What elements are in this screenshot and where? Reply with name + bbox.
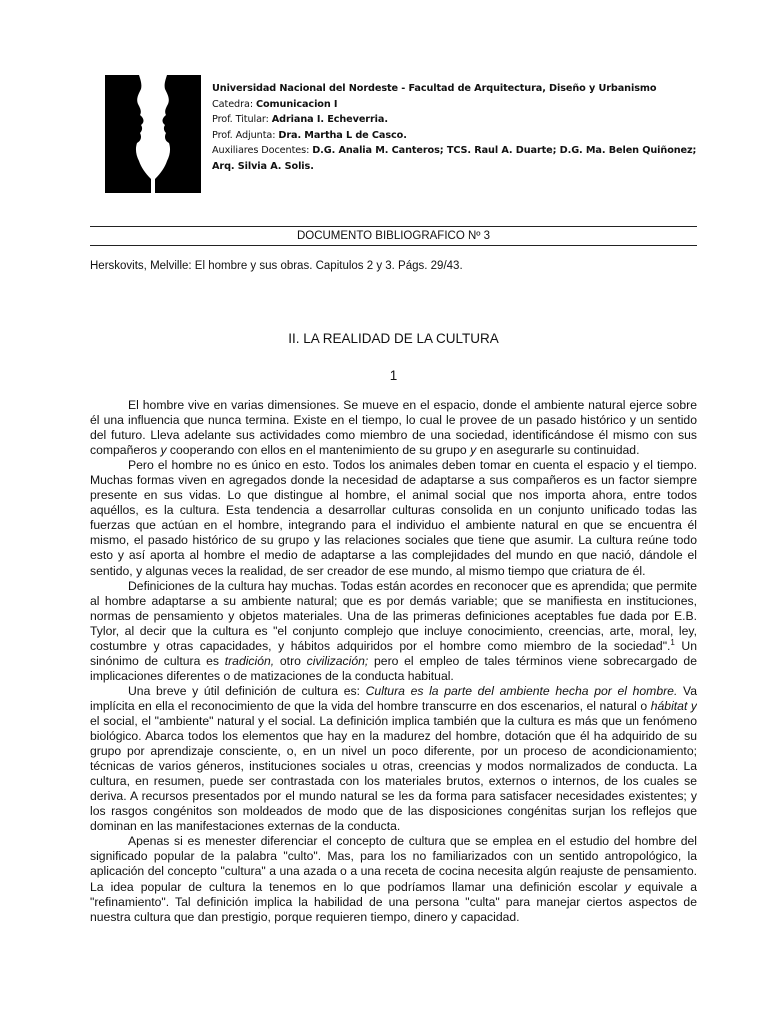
prof-titular-label: Prof. Titular: bbox=[212, 114, 272, 126]
bibliographic-reference: Herskovits, Melville: El hombre y sus obras. Capitulos 2 y 3. Págs. 29/43. bbox=[90, 260, 463, 272]
catedra-label: Catedra: bbox=[212, 98, 256, 110]
institution-name: Universidad Nacional del Nordeste - Facultad de Arquitectura, Diseño y Urbanismo bbox=[212, 83, 657, 94]
top-divider bbox=[90, 226, 697, 227]
auxiliares-value: D.G. Analia M. Canteros; TCS. Raul A. Duarte; D.G. Ma. Belen Quiñonez; bbox=[312, 145, 697, 157]
title-divider bbox=[90, 245, 697, 246]
paragraph: Definiciones de la cultura hay muchas. Todas están acordes en reconocer que es aprendida; que permite al hombre adaptarse a su ambiente natural; que es por demás variable; que se manifiesta en instituciones, normas de pensamiento y objetos materiales. Una de las primeras definiciones aceptables fue dada por E.B. Tylor, al decir que la cultura es "el conjunto complejo que incluye conocimiento, creencias, arte, moral, ley, costumbre y otras capacidades, y hábitos adquiridos por el hombre como miembro de la sociedad".$^1$ Un sinónimo de cultura es tradición, otro civilización; pero el empleo de tales términos viene sobrecargado de implicaciones diferentes o de matizaciones de la conducta habitual. bbox=[90, 578, 697, 683]
auxiliares-value-cont: Arq. Silvia A. Solis. bbox=[212, 160, 314, 172]
faces-vase-silhouette-icon bbox=[105, 75, 201, 193]
auxiliares-line bbox=[212, 143, 732, 159]
prof-titular-value: Adriana I. Echeverria. bbox=[271, 114, 388, 126]
prof-adjunta-line bbox=[212, 128, 732, 144]
prof-adjunta-value: Dra. Martha L de Casco. bbox=[278, 129, 407, 141]
document-header bbox=[105, 75, 705, 193]
auxiliares-line-cont bbox=[212, 159, 732, 175]
chapter-title: II. LA REALIDAD DE LA CULTURA bbox=[288, 331, 499, 346]
body-text bbox=[90, 398, 697, 1018]
auxiliares-label: Auxiliares Docentes: bbox=[212, 145, 313, 157]
document-title: DOCUMENTO BIBLIOGRAFICO Nº 3 bbox=[296, 230, 491, 242]
catedra-value: Comunicacion I bbox=[255, 98, 338, 110]
paragraph: Pero el hombre no es único en esto. Todos los animales deben tomar en cuenta el espacio y el tiempo. Muchas formas viven en agregados donde la necesidad de adaptarse a sus compañeros es un factor siempre presente en sus vidas. Lo que distingue al hombre, el animal social que nos importa ahora, entre todos aquéllos, es la cultura. Esta tendencia a desarrollar culturas consolida en un conjunto unificado todas las fuerzas que actúan en el hombre, integrando para el individuo el ambiente natural en que se encuentra él mismo, el pasado histórico de su grupo y las relaciones sociales que tiene que asumir. La cultura reúne todo esto y así aporta al hombre el medio de adaptarse a las complejidades del mundo en que nació, dándole el sentido, y algunas veces la realidad, de ser creador de ese mundo, al mismo tiempo que criatura de él. bbox=[90, 458, 697, 578]
institution-info bbox=[212, 81, 732, 175]
paragraph: Una breve y útil definición de cultura es: Cultura es la parte del ambiente hecha por el hombre. Va implícita en ella el reconocimiento de que la vida del hombre transcurre en dos escenarios, el natural o hábitat y el social, el "ambiente" natural y el social. La definición implica también que la cultura es más que un fenómeno biológico. Abarca todos los elementos que hay en la madurez del hombre, dotación que él ha adquirido de su grupo por aprendizaje consciente, o, en un nivel un poco diferente, por un proceso de acondicionamiento; técnicas de varios géneros, instituciones sociales u otras, creencias y modos normalizados de conducta. La cultura, en resumen, puede ser contrastada con los materiales brutos, externos o internos, de los cuales se deriva. A recursos presentados por el mundo natural se les da forma para satisfacer necesidades existentes; y los rasgos congénitos son moldeados de modo que de las disposiciones congénitas surjan los reflejos que dominan en las manifestaciones externas de la conducta. bbox=[90, 683, 697, 834]
catedra-line bbox=[212, 97, 732, 113]
institution-line bbox=[212, 81, 732, 97]
section-number: 1 bbox=[389, 368, 398, 383]
paragraph: Apenas si es menester diferenciar el concepto de cultura que se emplea en el estudio del hombre del significado popular de la palabra "culto". Mas, para los no familiarizados con un sentido antropológico, la aplicación del concepto "cultura" a una azada o a una receta de cocina necesita algún reajuste de pensamiento. La idea popular de cultura la tenemos en lo que podríamos llamar una definición escolar y equivale a "refinamiento". Tal definición implica la habilidad de una persona "culta" para manejar ciertos aspectos de nuestra cultura que dan prestigio, porque requieren tiempo, dinero y capacidad. bbox=[90, 834, 697, 924]
paragraph: El hombre vive en varias dimensiones. Se mueve en el espacio, donde el ambiente natural ejerce sobre él una influencia que nunca termina. Existe en el tiempo, lo cual le provee de un pasado histórico y un sentido del futuro. Lleva adelante sus actividades como miembro de una sociedad, identificándose él mismo con sus compañeros y cooperando con ellos en el mantenimiento de su grupo y en asegurarle su continuidad. bbox=[90, 398, 697, 458]
prof-adjunta-label: Prof. Adjunta: bbox=[212, 129, 279, 141]
prof-titular-line bbox=[212, 112, 732, 128]
